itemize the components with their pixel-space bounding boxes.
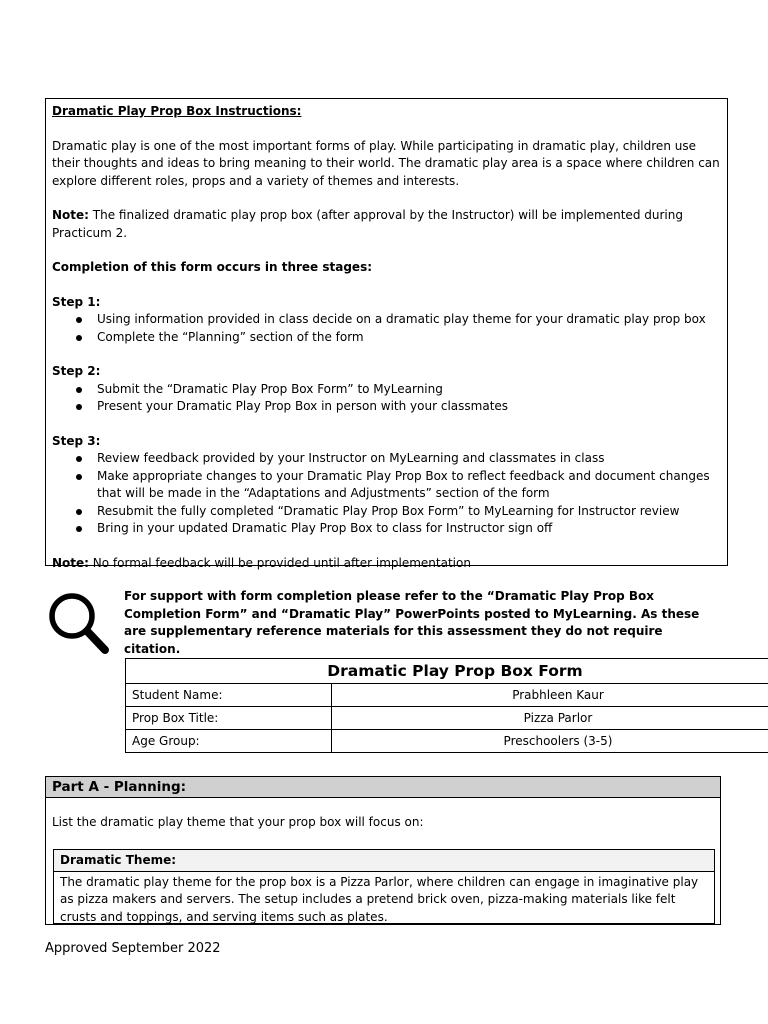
step-3-list bbox=[52, 450, 722, 538]
student-name-label: Student Name: bbox=[126, 684, 332, 707]
magnifier-icon bbox=[46, 590, 116, 660]
list-item: Resubmit the fully completed “Dramatic Play Prop Box Form” to MyLearning for Instructor review bbox=[52, 503, 722, 521]
form-title: Dramatic Play Prop Box Form bbox=[126, 659, 768, 684]
support-text: For support with form completion please refer to the “Dramatic Play Prop Box Completion Form” and “Dramatic Play” PowerPoints posted to MyLearning. As these are supplementary reference materials for this assessment they do not require citation. bbox=[124, 589, 700, 656]
approved-date: Approved September 2022 bbox=[45, 941, 221, 956]
part-a-planning bbox=[45, 776, 721, 925]
step-1-list bbox=[52, 311, 722, 346]
age-group-label: Age Group: bbox=[126, 730, 332, 753]
table-row bbox=[126, 730, 768, 753]
step-2-list bbox=[52, 381, 722, 416]
note-finalized bbox=[52, 207, 722, 242]
dramatic-theme-text: The dramatic play theme for the prop box is a Pizza Parlor, where children can engage in imaginative play as pizza makers and servers. The setup includes a pretend brick oven, pizza-making materials like felt crusts and toppings, and serving items such as plates. bbox=[60, 875, 699, 924]
list-item: Using information provided in class decide on a dramatic play theme for your dramatic play prop box bbox=[52, 311, 722, 329]
completion-heading: Completion of this form occurs in three stages: bbox=[52, 260, 373, 274]
note-label: Note: bbox=[52, 555, 89, 570]
support-section bbox=[0, 588, 768, 656]
prop-box-form-table bbox=[125, 658, 768, 753]
student-name-value: Prabhleen Kaur bbox=[332, 684, 768, 707]
prop-box-title-label: Prop Box Title: bbox=[126, 707, 332, 730]
table-row bbox=[126, 707, 768, 730]
note-text: No formal feedback will be provided until after implementation bbox=[88, 555, 471, 570]
prop-box-title-value: Pizza Parlor bbox=[332, 707, 768, 730]
list-item: Submit the “Dramatic Play Prop Box Form” to MyLearning bbox=[52, 381, 722, 399]
list-item: Make appropriate changes to your Dramatic Play Prop Box to reflect feedback and document changes that will be made in the “Adaptations and Adjustments” section of the form bbox=[52, 468, 722, 503]
note-text: The finalized dramatic play prop box (after approval by the Instructor) will be implemented during Practicum 2. bbox=[52, 208, 683, 240]
list-item: Review feedback provided by your Instructor on MyLearning and classmates in class bbox=[52, 450, 722, 468]
list-item: Complete the “Planning” section of the form bbox=[52, 329, 722, 347]
dramatic-theme-box bbox=[53, 849, 715, 924]
dramatic-theme-label: Dramatic Theme: bbox=[54, 850, 714, 872]
part-a-header: Part A - Planning: bbox=[46, 777, 720, 798]
age-group-value: Preschoolers (3-5) bbox=[332, 730, 768, 753]
table-row bbox=[126, 684, 768, 707]
instructions-title: Dramatic Play Prop Box Instructions: bbox=[52, 104, 302, 118]
note-label: Note: bbox=[52, 208, 89, 222]
step-3-label: Step 3: bbox=[52, 433, 101, 448]
note-feedback bbox=[52, 555, 722, 573]
step-1-label: Step 1: bbox=[52, 294, 101, 309]
instructions-box bbox=[45, 98, 728, 570]
list-item: Present your Dramatic Play Prop Box in person with your classmates bbox=[52, 398, 722, 416]
instructions-intro: Dramatic play is one of the most important forms of play. While participating in dramatic play, children use their thoughts and ideas to bring meaning to their world. The dramatic play area is a space where children can explore different roles, props and a variety of themes and interests. bbox=[52, 138, 720, 188]
list-item: Bring in your updated Dramatic Play Prop Box to class for Instructor sign off bbox=[52, 520, 722, 538]
part-a-prompt: List the dramatic play theme that your prop box will focus on: bbox=[52, 815, 424, 829]
step-2-label: Step 2: bbox=[52, 364, 101, 378]
